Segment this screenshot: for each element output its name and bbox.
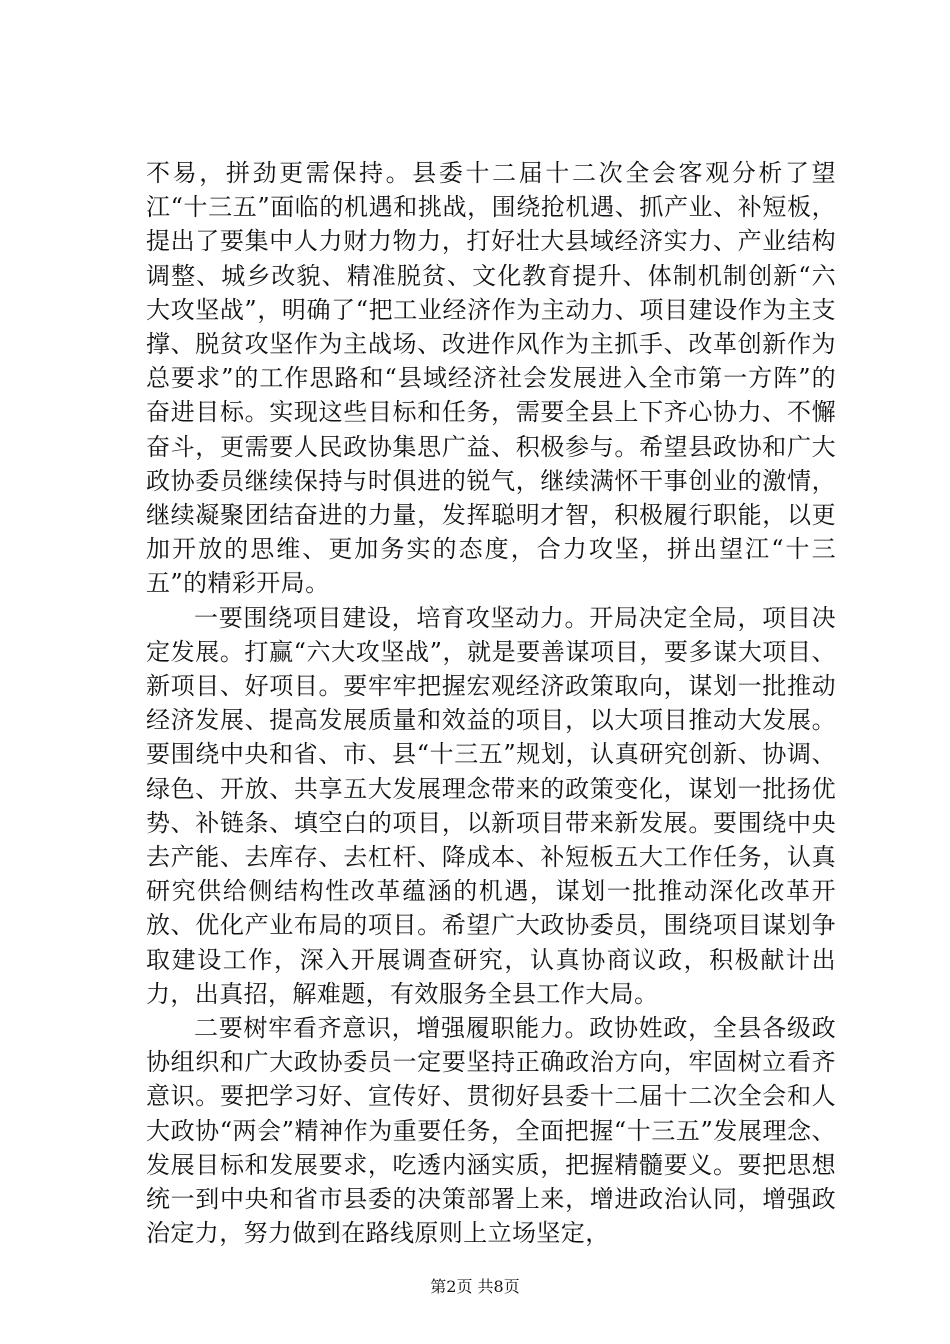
document-body xyxy=(146,156,836,1251)
paragraph-3: 二要树牢看齐意识，增强履职能力。政协姓政，全县各级政协组织和广大政协委员一定要坚持正确政治方向，牢固树立看齐意识。要把学习好、宣传好、贯彻好县委十二届十二次全会和人大政协“两会”精神作为重要任务，全面把握“十三五”发展理念、发展目标和发展要求，吃透内涵实质，把握精髓要义。要把思想统一到中央和省市县委的决策部署上来，增进政治认同，增强政治定力，努力做到在路线原则上立场坚定， xyxy=(146,1014,836,1248)
paragraph-2: 一要围绕项目建设，培育攻坚动力。开局决定全局，项目决定发展。打赢“六大攻坚战”，就是要善谋项目，要多谋大项目、新项目、好项目。要牢牢把握宏观经济政策取向，谋划一批推动经济发展、提高发展质量和效益的项目，以大项目推动大发展。要围绕中央和省、市、县“十三五”规划，认真研究创新、协调、绿色、开放、共享五大发展理念带来的政策变化，谋划一批扬优势、补链条、填空白的项目，以新项目带来新发展。要围绕中央去产能、去库存、去杠杆、降成本、补短板五大工作任务，认真研究供给侧结构性改革蕴涵的机遇，谋划一批推动深化改革开放、优化产业布局的项目。希望广大政协委员，围绕项目谋划争取建设工作，深入开展调查研究，认真协商议政，积极献计出力，出真招，解难题，有效服务全县工作大局。 xyxy=(146,603,836,1008)
paragraph-1: 不易，拼劲更需保持。县委十二届十二次全会客观分析了望江“十三五”面临的机遇和挑战，围绕抢机遇、抓产业、补短板，提出了要集中人力财力物力，打好壮大县域经济实力、产业结构调整、城乡改貌、精准脱贫、文化教育提升、体制机制创新“六大攻坚战”，明确了“把工业经济作为主动力、项目建设作为主支撑、脱贫攻坚作为主战场、改进作风作为主抓手、改革创新作为总要求”的工作思路和“县域经济社会发展进入全市第一方阵”的奋进目标。实现这些目标和任务，需要全县上下齐心协力、不懈奋斗，更需要人民政协集思广益、积极参与。希望县政协和广大政协委员继续保持与时俱进的锐气，继续满怀干事创业的激情，继续凝聚团结奋进的力量，发挥聪明才智，积极履行职能，以更加开放的思维、更加务实的态度，合力攻坚，拼出望江“十三五”的精彩开局。 xyxy=(146,159,836,598)
page-number-footer: 第2页 共8页 xyxy=(430,1277,520,1296)
